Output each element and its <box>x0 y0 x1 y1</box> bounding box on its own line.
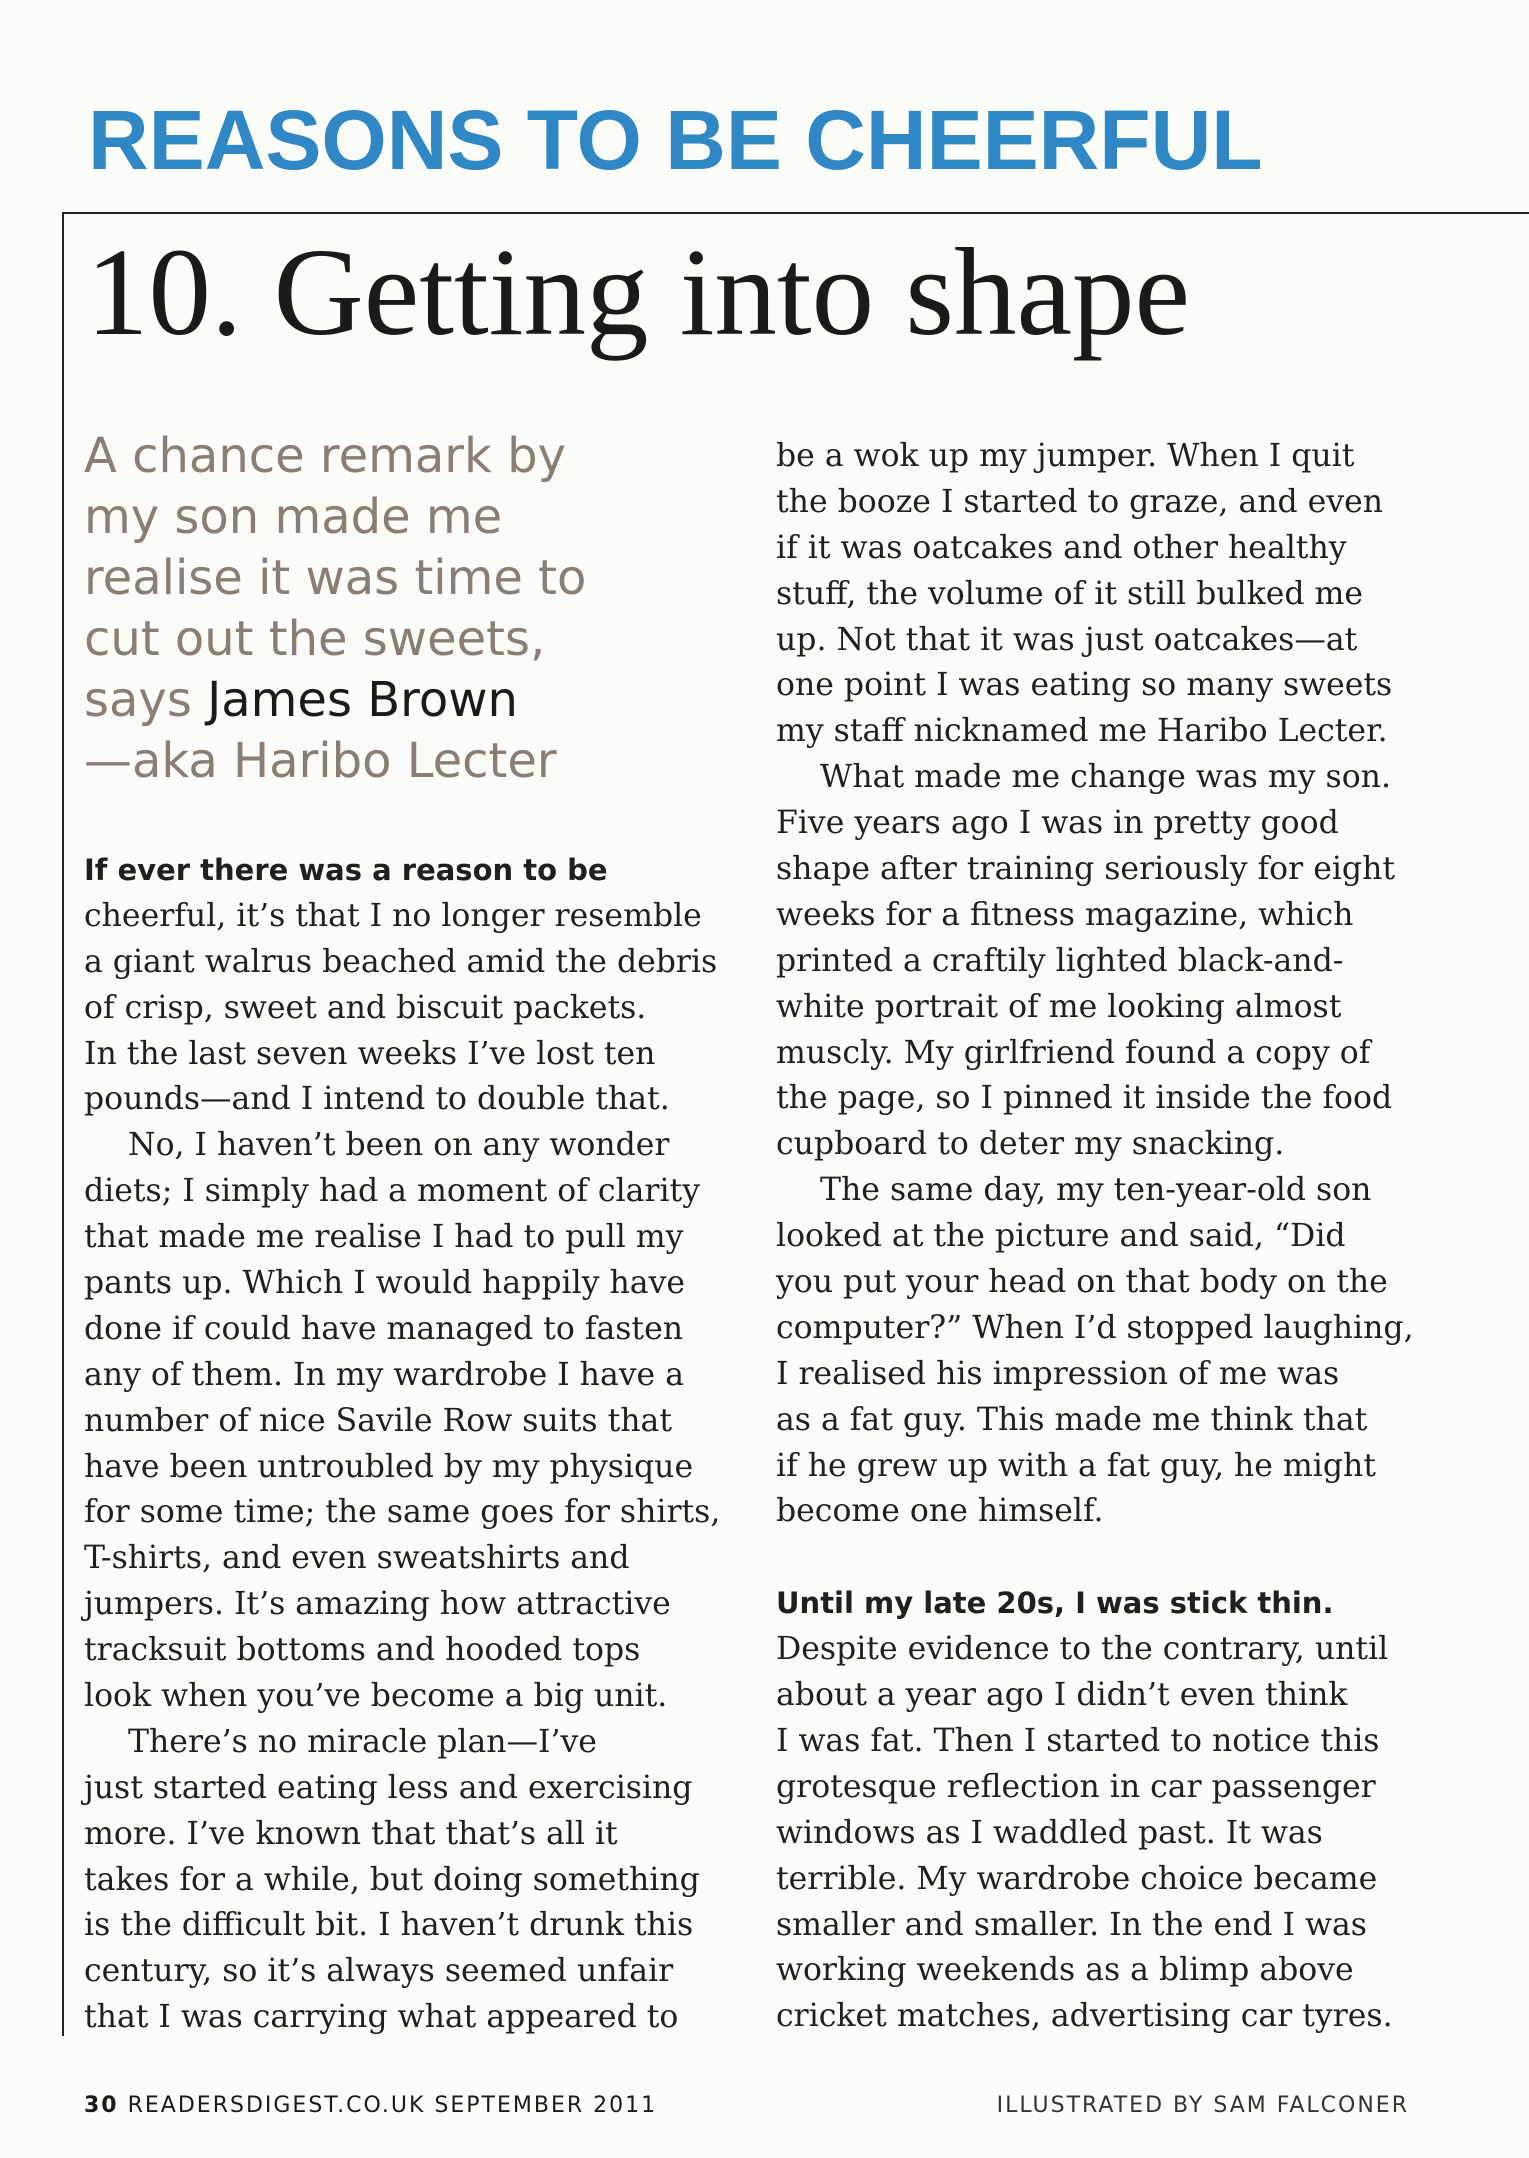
section-kicker: REASONS TO BE CHEERFUL <box>88 93 1263 187</box>
body-line: diets; I simply had a moment of clarity <box>84 1173 701 1210</box>
body-line: No, I haven’t been on any wonder <box>128 1127 670 1164</box>
standfirst-line: realise it was time to <box>84 550 587 606</box>
body-line: become one himself. <box>776 1493 1104 1530</box>
body-line: of crisp, sweet and biscuit packets. <box>84 989 647 1026</box>
body-line: cricket matches, advertising car tyres. <box>776 1998 1393 2035</box>
body-line: tracksuit bottoms and hooded tops <box>84 1632 641 1669</box>
says-text: says <box>84 672 208 728</box>
standfirst-aka: —aka Haribo Lecter <box>84 733 557 789</box>
body-line: grotesque reflection in car passenger <box>776 1768 1376 1805</box>
body-line: Five years ago I was in pretty good <box>776 805 1339 842</box>
body-line: jumpers. It’s amazing how attractive <box>84 1586 671 1623</box>
body-line: What made me change was my son. <box>820 759 1391 796</box>
body-line: century, so it’s always seemed unfair <box>84 1953 674 1990</box>
body-line: look when you’ve become a big unit. <box>84 1678 668 1715</box>
body-line: is the difficult bit. I haven’t drunk this <box>84 1907 694 1944</box>
illustration-credit: ILLUSTRATED BY SAM FALCONER <box>996 2093 1409 2118</box>
body-line: weeks for a fitness magazine, which <box>776 896 1354 933</box>
left-column <box>84 848 744 2041</box>
body-line: up. Not that it was just oatcakes—at <box>776 621 1358 658</box>
body-line: a giant walrus beached amid the debris <box>84 943 718 980</box>
body-line: I was fat. Then I started to notice this <box>776 1722 1380 1759</box>
body-line: cupboard to deter my snacking. <box>776 1126 1285 1163</box>
body-line: one point I was eating so many sweets <box>776 667 1393 704</box>
right-column <box>776 434 1446 2040</box>
body-line: more. I’ve known that that’s all it <box>84 1815 618 1852</box>
folio-site-date: READERSDIGEST.CO.UK SEPTEMBER 2011 <box>118 2093 658 2118</box>
body-line: my staff nicknamed me Haribo Lecter. <box>776 713 1388 750</box>
body-line: working weekends as a blimp above <box>776 1952 1354 1989</box>
standfirst-line: my son made me <box>84 489 503 545</box>
body-line: any of them. In my wardrobe I have a <box>84 1356 684 1393</box>
body-line: about a year ago I didn’t even think <box>776 1677 1348 1714</box>
body-line: printed a craftily lighted black-and- <box>776 942 1344 979</box>
body-line: the booze I started to graze, and even <box>776 483 1384 520</box>
body-line: There’s no miracle plan—I’ve <box>128 1723 597 1760</box>
body-line: the page, so I pinned it inside the food <box>776 1080 1393 1117</box>
body-line: Despite evidence to the contrary, until <box>776 1631 1389 1668</box>
left-rule <box>62 212 64 2036</box>
body-line: just started eating less and exercising <box>84 1769 693 1806</box>
body-line: white portrait of me looking almost <box>776 988 1342 1025</box>
blank-line <box>776 1535 1446 1581</box>
body-line: takes for a while, but doing something <box>84 1861 700 1898</box>
body-line: pounds—and I intend to double that. <box>84 1081 670 1118</box>
body-line: smaller and smaller. In the end I was <box>776 1906 1367 1943</box>
folio <box>84 2093 657 2118</box>
body-line: T-shirts, and even sweatshirts and <box>84 1540 630 1577</box>
standfirst-line: A chance remark by <box>84 428 566 484</box>
body-line: have been untroubled by my physique <box>84 1448 694 1485</box>
body-line: In the last seven weeks I’ve lost ten <box>84 1035 656 1072</box>
body-line: looked at the picture and said, “Did <box>776 1218 1346 1255</box>
right-lead-in: Until my late 20s, I was stick thin. <box>776 1586 1334 1621</box>
body-line: cheerful, it’s that I no longer resemble <box>84 897 702 934</box>
body-line: terrible. My wardrobe choice became <box>776 1860 1378 1897</box>
standfirst-line: cut out the sweets, <box>84 611 546 667</box>
body-line: for some time; the same goes for shirts, <box>84 1494 721 1531</box>
body-line: done if could have managed to fasten <box>84 1310 684 1347</box>
body-line: computer?” When I’d stopped laughing, <box>776 1309 1414 1346</box>
body-line: that made me realise I had to pull my <box>84 1219 684 1256</box>
author-name: James Brown <box>207 672 518 728</box>
body-line: number of nice Savile Row suits that <box>84 1402 672 1439</box>
standfirst-line-byline <box>84 670 704 731</box>
body-line: stuff, the volume of it still bulked me <box>776 575 1364 612</box>
body-line: be a wok up my jumper. When I quit <box>776 438 1355 474</box>
standfirst <box>84 426 704 792</box>
body-line: as a fat guy. This made me think that <box>776 1401 1368 1438</box>
body-line: pants up. Which I would happily have <box>84 1265 686 1302</box>
body-line: if he grew up with a fat guy, he might <box>776 1447 1376 1484</box>
body-line: that I was carrying what appeared to <box>84 1999 679 2036</box>
top-rule <box>62 212 1529 214</box>
body-line: windows as I waddled past. It was <box>776 1814 1323 1851</box>
body-line: The same day, my ten-year-old son <box>820 1172 1372 1209</box>
left-lead-in: If ever there was a reason to be <box>84 853 608 887</box>
article-headline: 10. Getting into shape <box>86 224 1191 362</box>
body-line: shape after training seriously for eight <box>776 851 1396 888</box>
body-line: if it was oatcakes and other healthy <box>776 529 1347 566</box>
body-line: I realised his impression of me was <box>776 1355 1340 1392</box>
page-number: 30 <box>84 2093 119 2118</box>
body-line: muscly. My girlfriend found a copy of <box>776 1034 1371 1071</box>
body-line: you put your head on that body on the <box>776 1264 1388 1301</box>
